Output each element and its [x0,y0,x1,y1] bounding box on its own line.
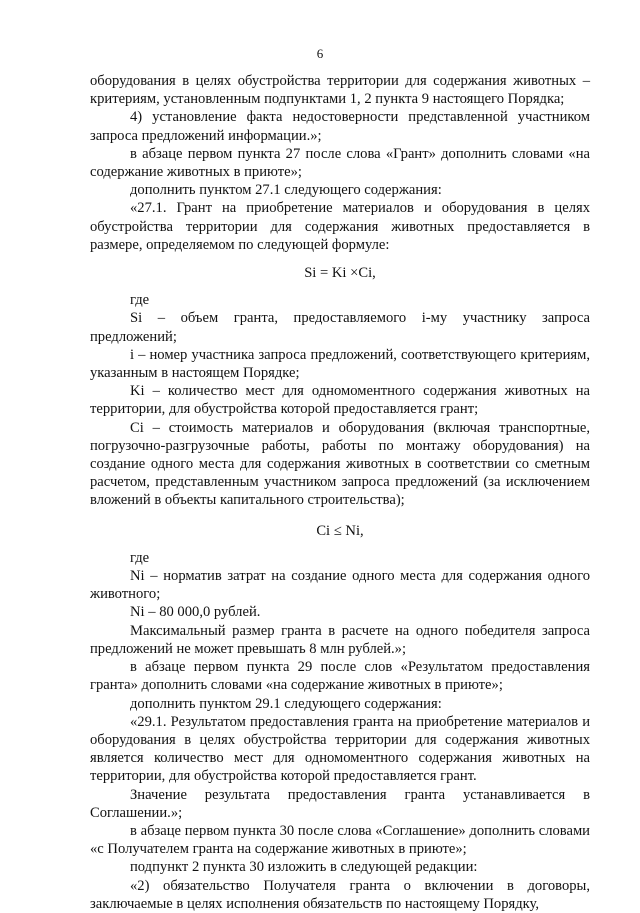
paragraph: i – номер участника запроса предложений, соответствующего критериям, указанным в настоящем Порядке; [90,346,590,382]
paragraph: Si – объем гранта, предоставляемого i-му участнику запроса предложений; [90,310,590,345]
paragraph: Ki – количество мест для одномоментного содержания животных на территории, для обустройства которой предоставляется грант; [90,383,590,418]
paragraph: «27.1. Грант на приобретение материалов и оборудования в целях обустройства территории для содержания животных предоставляется в размере, определяемом по следующей формуле: [90,200,590,253]
paragraph: Ni – норматив затрат на создание одного места для содержания одного животного; [90,568,590,603]
paragraph: «2) обязательство Получателя гранта о включении в договоры, заключаемые в целях исполнения обязательств по настоящему Порядку, [90,877,590,912]
paragraph: «29.1. Результатом предоставления гранта на приобретение материалов и оборудования в целях обустройства территории для содержания животных является количество мест для одномоментного содержания животных на территории, для обустройства которой предоставляется грант. [90,713,590,785]
paragraph: где [130,292,150,309]
paragraph: в абзаце первом пункта 29 после слов «Результатом предоставления гранта» дополнить словами «на содержание животных в приюте»; [90,659,590,694]
paragraph: Ni – 80 000,0 рублей. [130,604,261,621]
paragraph: Значение результата предоставления гранта устанавливается в Соглашении.»; [90,786,590,821]
formula: Si = Ki ×Ci, [304,265,376,282]
paragraph: оборудования в целях обустройства территории для содержания животных – критериям, установленным подпунктами 1, 2 пункта 9 настоящего Порядка; [90,73,590,108]
paragraph: где [130,549,150,566]
paragraph: подпункт 2 пункта 30 изложить в следующей редакции: [130,859,478,876]
document-body [90,72,590,913]
paragraph: Ci – стоимость материалов и оборудования (включая транспортные, погрузочно-разгрузочные работы, работы по монтажу оборудования) на создание одного места для содержания животных в соответствии со сметным расчетом, представленным участником запроса предложений (за исключением вложений в объекты капитального строительства); [90,419,590,509]
paragraph: 4) установление факта недостоверности представленной участником запроса предложений информации.»; [90,109,590,144]
paragraph: в абзаце первом пункта 27 после слова «Грант» дополнить словами «на содержание животных в приюте»; [90,145,590,181]
paragraph: дополнить пунктом 27.1 следующего содержания: [130,182,442,199]
page-number: 6 [316,46,324,61]
paragraph: Максимальный размер гранта в расчете на одного победителя запроса предложений не может превышать 8 млн рублей.»; [90,622,590,657]
paragraph: дополнить пунктом 29.1 следующего содержания: [130,695,442,712]
formula: Ci ≤ Ni, [316,522,364,539]
paragraph: в абзаце первом пункта 30 после слова «Соглашение» дополнить словами «с Получателем гранта на содержание животных в приюте»; [90,822,590,858]
